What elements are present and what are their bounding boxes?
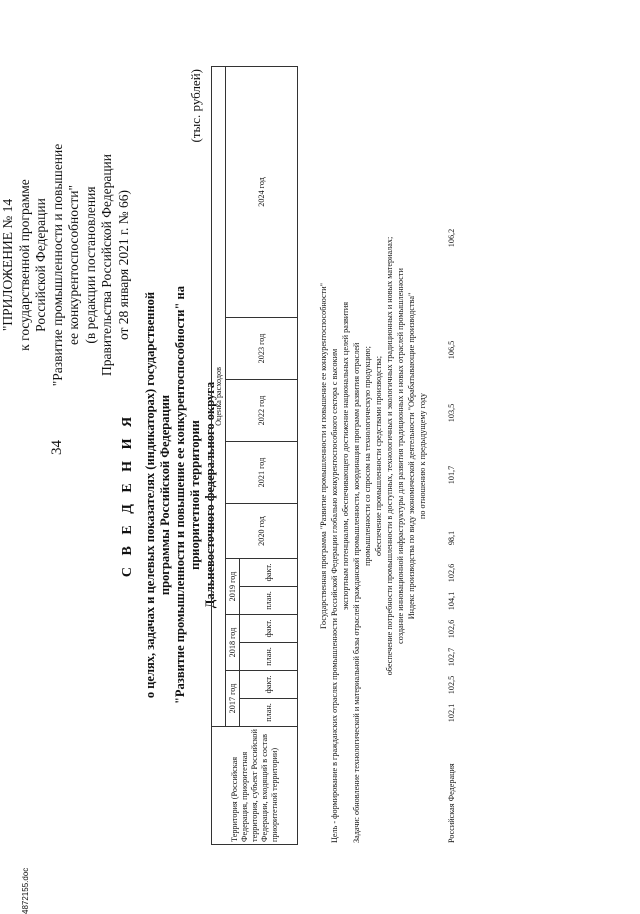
document-heading [120, 265, 218, 725]
value-cell: 98,1 [447, 530, 456, 546]
value-cell: 102,6 [447, 619, 456, 639]
value-cell: 102,5 [447, 675, 456, 695]
value-cell: 106,5 [447, 340, 456, 360]
indicator-title-continued: по отношению к предыдущему году [418, 393, 427, 519]
appendix-line: от 28 января 2021 г. № 66) [115, 189, 131, 341]
indicator-title: Индекс производства по виду экономической деятельности "Обрабатывающие производства" [407, 292, 416, 620]
heading-line: о целях, задачах и целевых показателях (индикаторах) государственной программы Российской Федерации [143, 291, 172, 699]
program-description [318, 67, 428, 845]
appendix-line: (в редакции постановления [82, 186, 98, 344]
region-name: Российская Федерация [447, 763, 456, 843]
appendix-line: "ПРИЛОЖЕНИЕ № 14 [0, 198, 15, 332]
units-label: (тыс. рублей) [188, 69, 203, 143]
estimate-header: Оценка расходов [212, 66, 226, 726]
year-header: 2023 год [226, 318, 298, 380]
year-header: 2024 год [226, 66, 298, 317]
territory-header: Территория (Российская Федерация, приоритетная территория, субъект Российской Федерации, входящий в состав приоритетной территории) [212, 727, 298, 845]
tasks-text-continued: создание инновационной инфраструктуры для развития традиционных и новых отраслей промышленности [396, 268, 405, 644]
value-cell: 102,7 [447, 647, 456, 667]
appendix-line: Российской Федерации [33, 198, 48, 332]
fact-subheader: факт. [240, 615, 298, 643]
year-header: 2022 год [226, 380, 298, 442]
document-id: 4872155.doc [21, 867, 30, 914]
table-row [445, 67, 459, 845]
program-title: Государственная программа "Развитие промышленности и повышение ее конкурентоспособности" [319, 283, 328, 629]
goal-text-continued: экспортным потенциалом, обеспечивающего достижение национальных целей развития [341, 301, 350, 611]
goal-text: Цель - формирование в гражданских отраслях промышленности Российской Федерации глобально конкурентоспособного сектора с высоким [330, 348, 339, 843]
year-header: 2021 год [226, 442, 298, 504]
tasks-text-continued: обеспечение промышленности средствами производства; [374, 356, 383, 556]
value-cell: 104,1 [447, 591, 456, 611]
year-header: 2017 год [226, 671, 240, 727]
plan-subheader: план. [240, 587, 298, 615]
value-cell: 103,5 [447, 403, 456, 423]
tasks-text-continued: обеспечение потребности промышленности в доступных, технологичных и экологичных традиционных и новых материалах; [385, 236, 394, 676]
appendix-block [0, 75, 132, 455]
heading-line: Дальневосточного федерального округа [203, 381, 217, 609]
appendix-line: к государственной программе [16, 179, 32, 351]
appendix-line: ее конкурентоспособности" [66, 185, 81, 345]
year-header: 2019 год [226, 559, 240, 615]
heading-title: С В Е Д Е Н И Я [120, 412, 135, 578]
value-cell: 102,1 [447, 703, 456, 723]
appendix-line: "Развитие промышленности и повышение [49, 143, 65, 387]
year-header: 2020 год [226, 504, 298, 559]
heading-line: "Развитие промышленности и повышение ее конкурентоспособности" на приоритетной территории [173, 285, 202, 705]
fact-subheader: факт. [240, 671, 298, 699]
rotated-page-content [0, 65, 640, 845]
value-cell: 101,7 [447, 465, 456, 485]
value-cell: 102,6 [447, 563, 456, 583]
fact-subheader: факт. [240, 559, 298, 587]
plan-subheader: план. [240, 699, 298, 727]
tasks-text: Задачи: обновление технологической и материальной базы отраслей гражданской промышленности, координация программ развития отраслей [352, 342, 361, 843]
plan-subheader: план. [240, 643, 298, 671]
appendix-line: Правительства Российской Федерации [99, 154, 114, 376]
tasks-text-continued: промышленности со спросом на технологическую продукцию; [363, 346, 372, 566]
indicators-table-header [211, 66, 298, 845]
year-header: 2018 год [226, 615, 240, 671]
page-number: 34 [49, 440, 65, 455]
value-cell: 106,2 [447, 228, 456, 248]
